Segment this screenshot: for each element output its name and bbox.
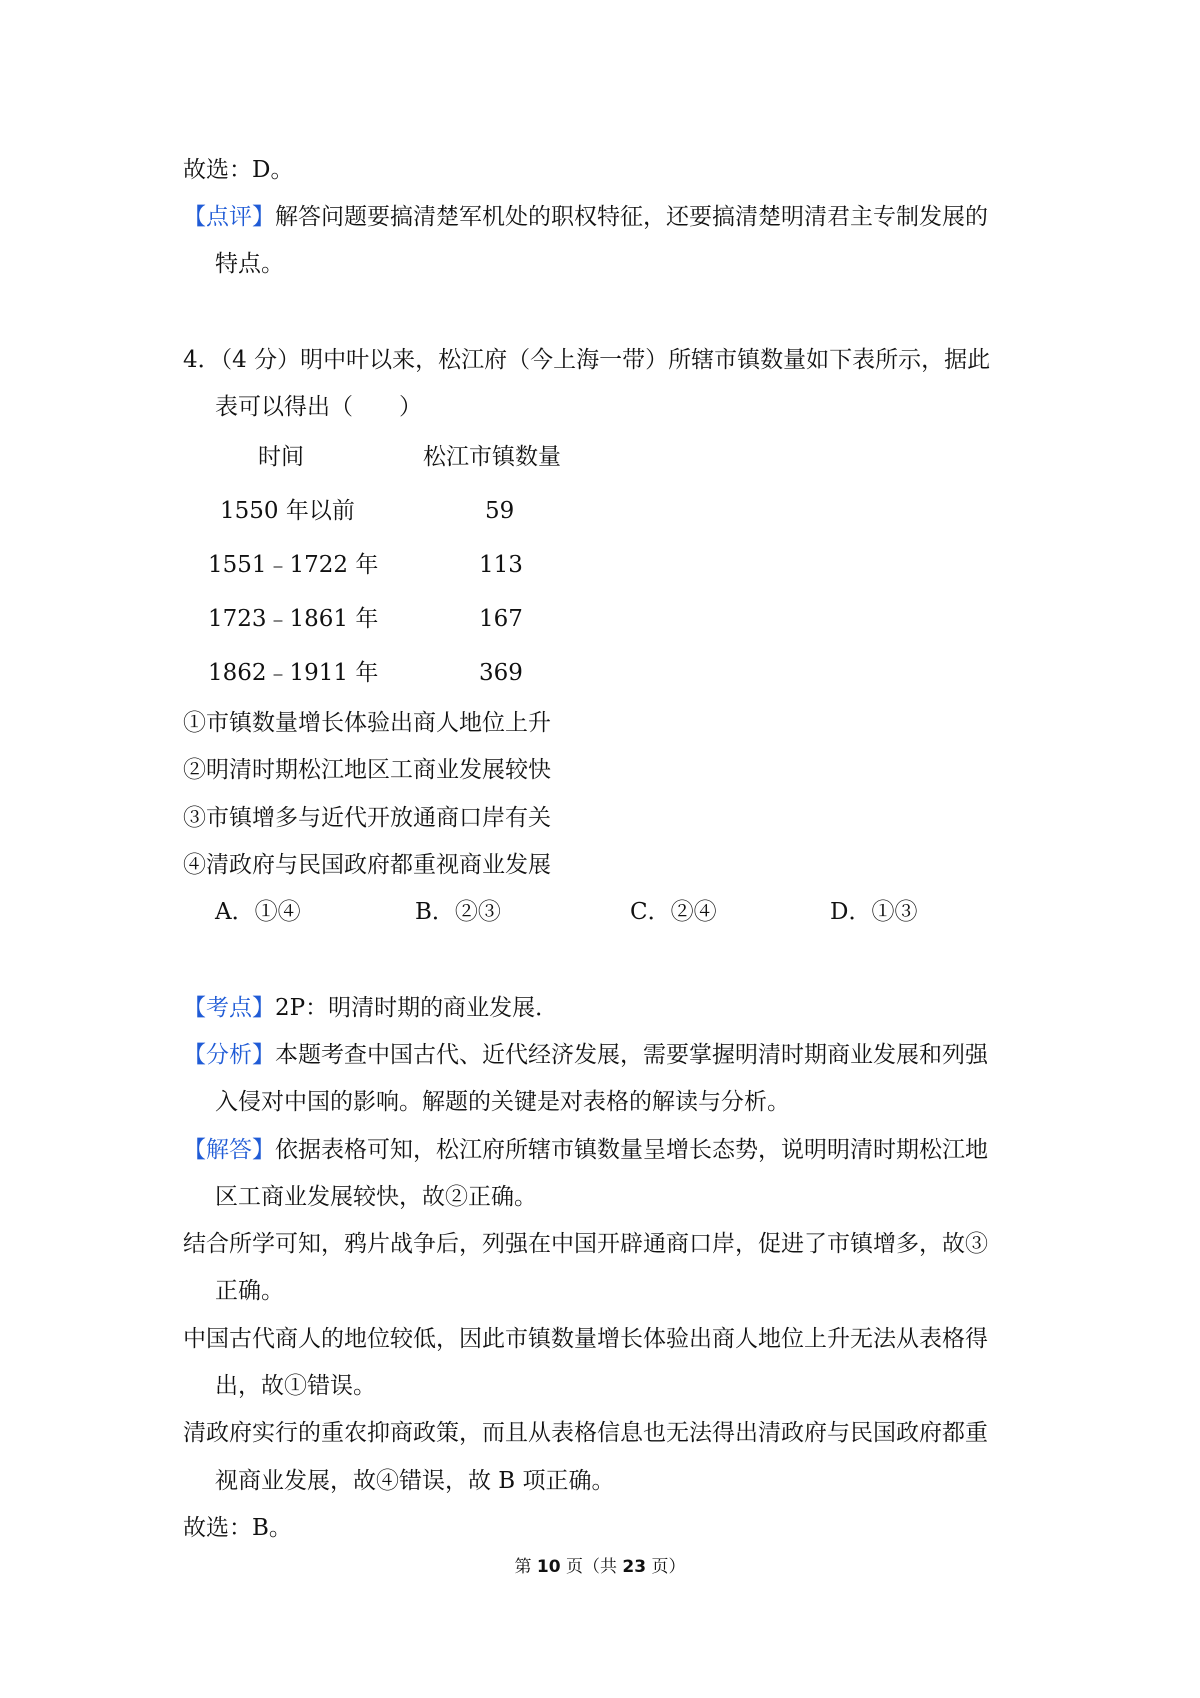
kaodian-line [183, 993, 558, 1023]
question-stem-line2: 表可以得出（ ） [215, 394, 422, 420]
table-header-time: 时间 [258, 444, 304, 470]
jieda-text: 依据表格可知，松江府所辖市镇数量呈增长态势，说明明清时期松江地 [275, 1137, 988, 1163]
statement-3: ③市镇增多与近代开放通商口岸有关 [183, 805, 551, 831]
table-row-period: 1550 年以前 [220, 498, 355, 524]
paragraph-2-line1: 结合所学可知，鸦片战争后，列强在中国开辟通商口岸，促进了市镇增多，故③ [183, 1231, 988, 1257]
table-row-period: 1551﹣1722 年 [208, 552, 379, 578]
paragraph-2-line2: 正确。 [215, 1278, 284, 1304]
statement-2: ②明清时期松江地区工商业发展较快 [183, 757, 551, 783]
option-d: D．①③ [830, 899, 918, 925]
kaodian-text: 2P：明清时期的商业发展． [275, 995, 559, 1021]
table-row-period: 1862﹣1911 年 [208, 660, 379, 686]
table-row-count: 113 [479, 552, 523, 578]
footer-suffix: 页） [651, 1557, 686, 1577]
option-b: B．②③ [415, 899, 501, 925]
table-row-period: 1723﹣1861 年 [208, 606, 379, 632]
question-stem-line1: 4．（4 分）明中叶以来，松江府（今上海一带）所辖市镇数量如下表所示，据此 [183, 347, 991, 373]
fenxi-line2: 入侵对中国的影响。解题的关键是对表格的解读与分析。 [215, 1089, 790, 1115]
paragraph-4-line1: 清政府实行的重农抑商政策，而且从表格信息也无法得出清政府与民国政府都重 [183, 1420, 988, 1446]
table-row-count: 59 [485, 498, 515, 524]
option-a: A．①④ [215, 899, 301, 925]
page-footer [0, 1555, 1200, 1579]
comment-tag: 【点评】 [183, 204, 275, 230]
statement-1: ①市镇数量增长体验出商人地位上升 [183, 710, 551, 736]
table-row-count: 369 [479, 660, 523, 686]
paragraph-4-line2: 视商业发展，故④错误，故 B 项正确。 [215, 1468, 615, 1494]
table-header-count: 松江市镇数量 [423, 444, 561, 470]
footer-middle: 页（共 [566, 1557, 617, 1577]
option-c: C．②④ [630, 899, 717, 925]
page-total: 23 [622, 1557, 647, 1577]
jieda-line2: 区工商业发展较快，故②正确。 [215, 1184, 537, 1210]
fenxi-tag: 【分析】 [183, 1042, 275, 1068]
jieda-tag: 【解答】 [183, 1137, 275, 1163]
comment-text: 解答问题要搞清楚军机处的职权特征，还要搞清楚明清君主专制发展的 [275, 204, 988, 230]
prev-comment-line2: 特点。 [215, 251, 284, 277]
jieda-line1 [183, 1135, 988, 1165]
footer-prefix: 第 [514, 1557, 532, 1577]
fenxi-line1 [183, 1040, 988, 1070]
final-answer: 故选：B。 [183, 1515, 292, 1541]
table-row-count: 167 [479, 606, 523, 632]
prev-comment-line1 [183, 202, 988, 232]
paragraph-3-line1: 中国古代商人的地位较低，因此市镇数量增长体验出商人地位上升无法从表格得 [183, 1326, 988, 1352]
fenxi-text: 本题考查中国古代、近代经济发展，需要掌握明清时期商业发展和列强 [275, 1042, 988, 1068]
paragraph-3-line2: 出，故①错误。 [215, 1373, 376, 1399]
kaodian-tag: 【考点】 [183, 995, 275, 1021]
prev-answer: 故选：D。 [183, 157, 294, 183]
statement-4: ④清政府与民国政府都重视商业发展 [183, 852, 551, 878]
page-number: 10 [536, 1557, 561, 1577]
